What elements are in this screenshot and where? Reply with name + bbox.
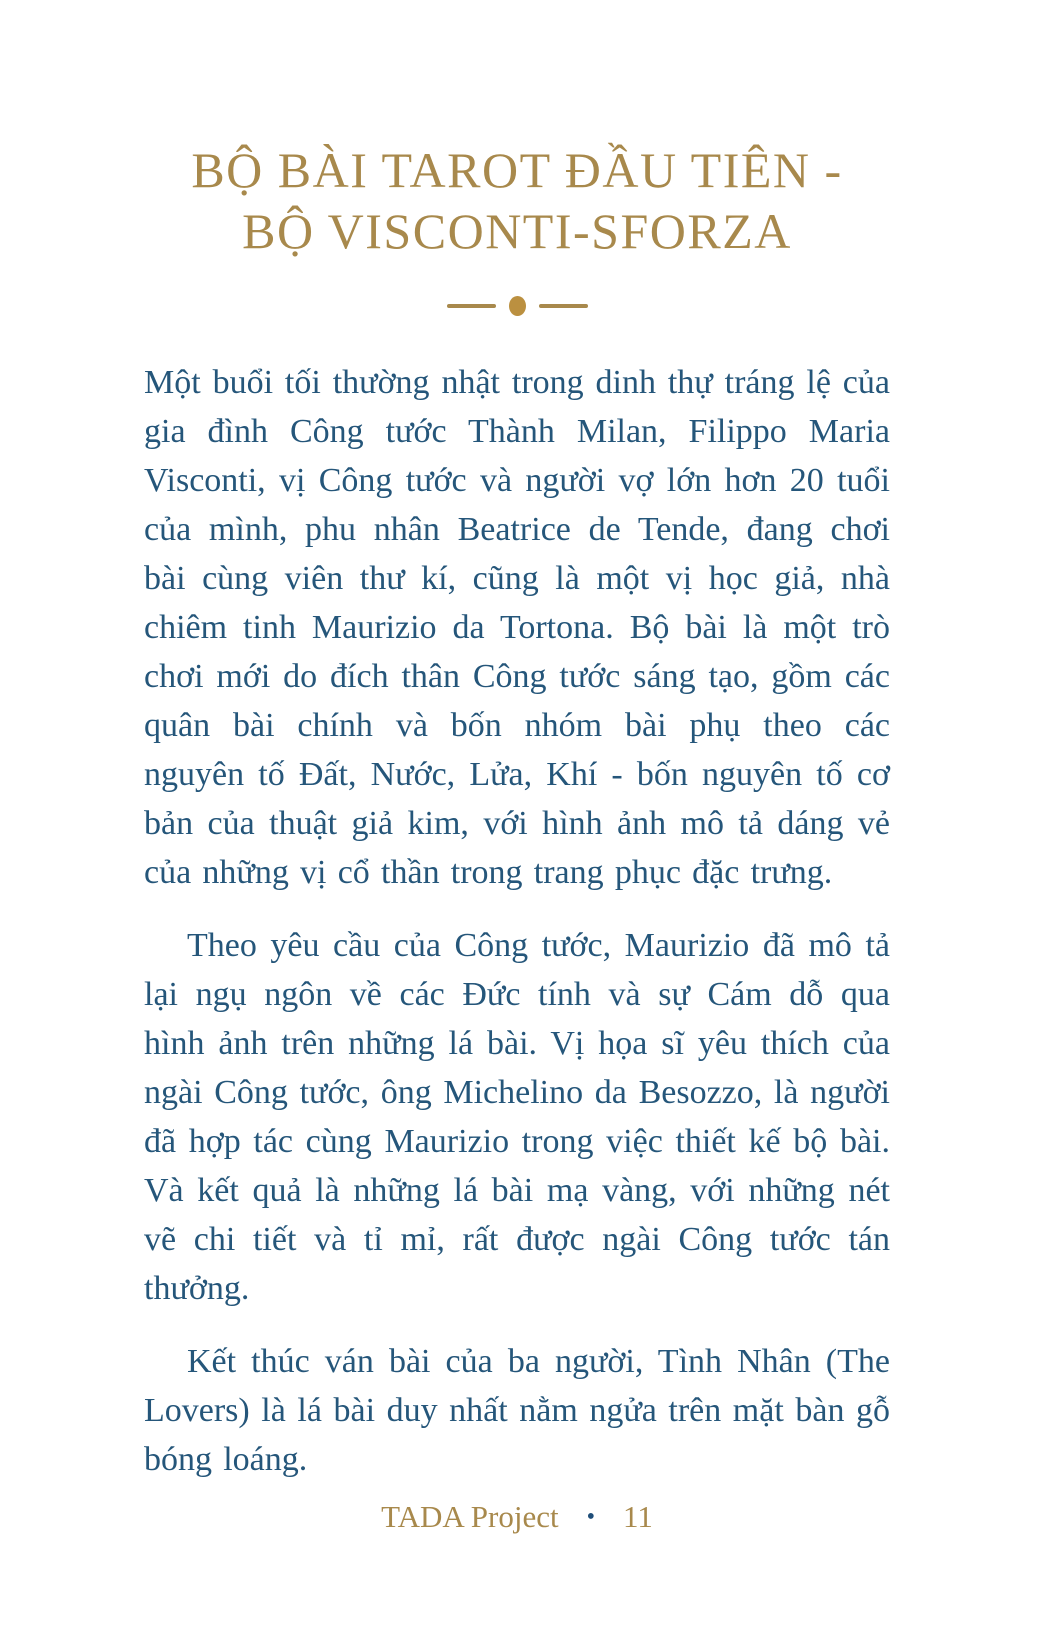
page-footer (144, 1500, 890, 1534)
footer-brand: TADA Project (381, 1499, 559, 1534)
section-divider-ornament (447, 294, 588, 318)
divider-dot (509, 296, 526, 316)
paragraph-2: Theo yêu cầu của Công tước, Maurizio đã mô tả lại ngụ ngôn về các Đức tính và sự Cám dỗ qua hình ảnh trên những lá bài. Vị họa sĩ yêu thích của ngài Công tước, ông Michelino da Besozzo, là người đã hợp tác cùng Maurizio trong việc thiết kế bộ bài. Và kết quả là những lá bài mạ vàng, với những nét vẽ chi tiết và tỉ mỉ, rất được ngài Công tước tán thưởng. (144, 927, 890, 1307)
divider-line-right (539, 304, 588, 308)
body-text (144, 358, 890, 1484)
page-title (144, 140, 890, 262)
paragraph-3: Kết thúc ván bài của ba người, Tình Nhân (The Lovers) là lá bài duy nhất nằm ngửa trên mặt bàn gỗ bóng loáng. (144, 1343, 890, 1478)
page-title-line2: BỘ VISCONTI-SFORZA (242, 203, 792, 259)
divider-line-left (447, 304, 496, 308)
page-number: 11 (623, 1499, 653, 1534)
page-title-line1: BỘ BÀI TAROT ĐẦU TIÊN - (191, 142, 843, 198)
paragraph-1: Một buổi tối thường nhật trong dinh thự tráng lệ của gia đình Công tước Thành Milan, Filippo Maria Visconti, vị Công tước và người vợ lớn hơn 20 tuổi của mình, phu nhân Beatrice de Tende, đang chơi bài cùng viên thư kí, cũng là một vị học giả, nhà chiêm tinh Maurizio da Tortona. Bộ bài là một trò chơi mới do đích thân Công tước sáng tạo, gồm các quân bài chính và bốn nhóm bài phụ theo các nguyên tố Đất, Nước, Lửa, Khí - bốn nguyên tố cơ bản của thuật giả kim, với hình ảnh mô tả dáng vẻ của những vị cổ thần trong trang phục đặc trưng. (144, 364, 890, 891)
footer-bullet-icon: • (586, 1504, 595, 1530)
